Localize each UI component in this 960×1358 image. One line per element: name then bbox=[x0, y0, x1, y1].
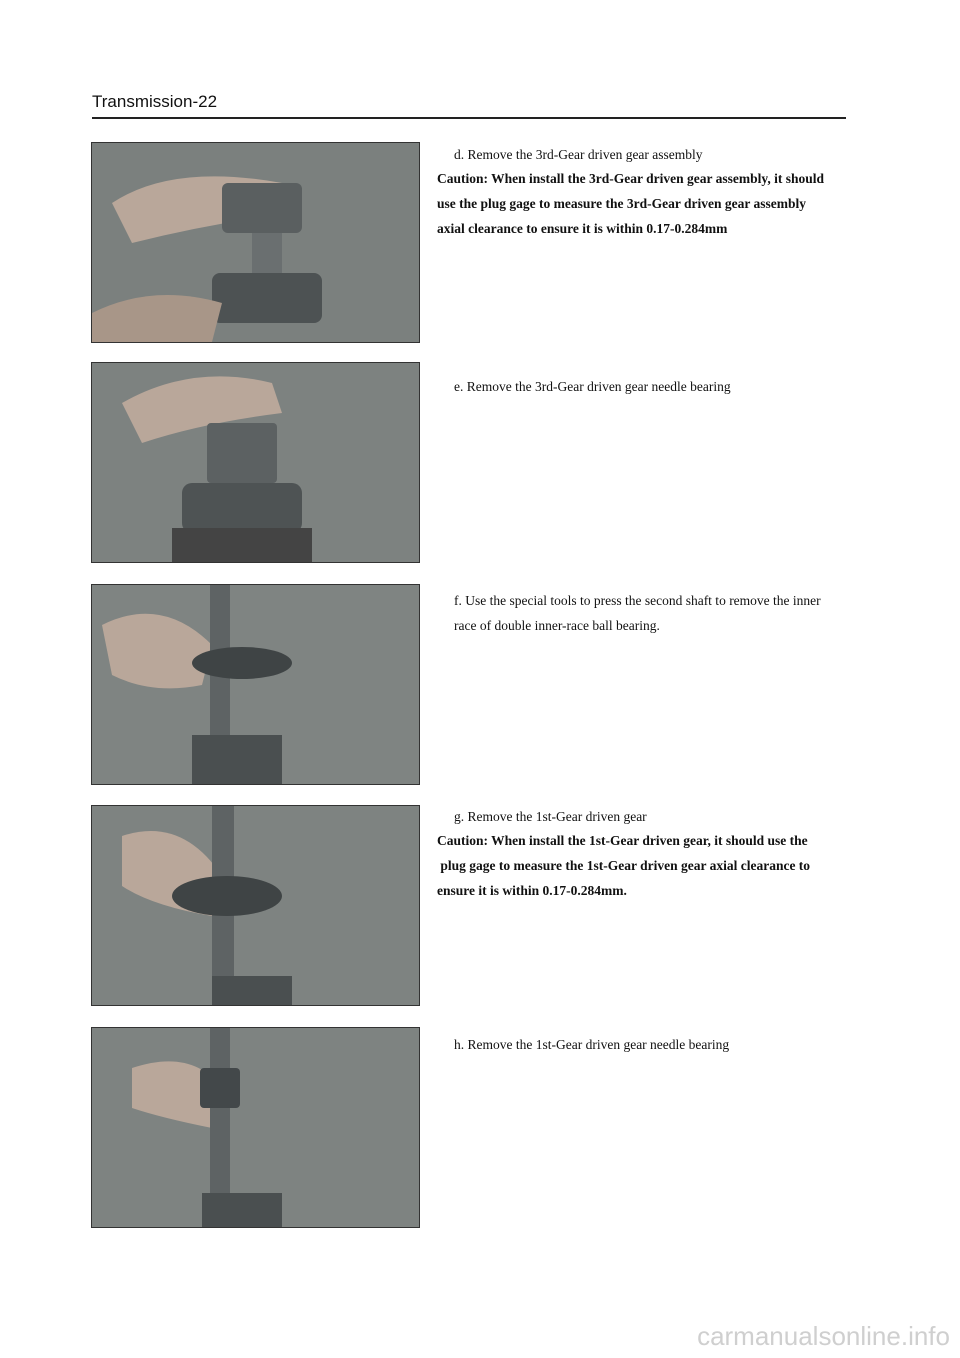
photo-3rd-gear-needle-bearing bbox=[91, 362, 420, 563]
page-header-title: Transmission-22 bbox=[92, 92, 218, 111]
caution-g-line-2: plug gage to measure the 1st-Gear driven gear axial clearance to bbox=[437, 858, 811, 873]
caution-g bbox=[437, 828, 849, 903]
step-h-text: h. Remove the 1st-Gear driven gear needle bearing bbox=[454, 1037, 730, 1052]
photo-illustration bbox=[92, 585, 419, 784]
photo-1st-gear-driven-gear bbox=[91, 805, 420, 1006]
photo-illustration bbox=[92, 806, 419, 1005]
caution-g-line-3: ensure it is within 0.17-0.284mm. bbox=[437, 883, 627, 898]
caution-d-line-3: axial clearance to ensure it is within 0.17-0.284mm bbox=[437, 221, 728, 236]
caution-d-line-1: Caution: When install the 3rd-Gear driven gear assembly, it should bbox=[437, 171, 825, 186]
photo-3rd-gear-assembly bbox=[91, 142, 420, 343]
step-f-line-2: race of double inner-race ball bearing. bbox=[454, 618, 660, 633]
watermark: carmanualsonline.info bbox=[697, 1321, 950, 1351]
step-e-text: e. Remove the 3rd-Gear driven gear needle bearing bbox=[454, 379, 731, 394]
step-g-text: g. Remove the 1st-Gear driven gear bbox=[454, 809, 647, 824]
header-rule bbox=[92, 117, 846, 119]
step-d-text: d. Remove the 3rd-Gear driven gear assembly bbox=[454, 147, 703, 162]
photo-illustration bbox=[92, 363, 419, 562]
caution-d-line-2: use the plug gage to measure the 3rd-Gear driven gear assembly bbox=[437, 196, 806, 211]
photo-1st-gear-needle-bearing bbox=[91, 1027, 420, 1228]
photo-illustration bbox=[92, 143, 419, 342]
photo-press-second-shaft bbox=[91, 584, 420, 785]
step-f-line-1: f. Use the special tools to press the second shaft to remove the inner bbox=[454, 593, 821, 608]
caution-g-line-1: Caution: When install the 1st-Gear driven gear, it should use the bbox=[437, 833, 808, 848]
step-f-text bbox=[454, 588, 854, 638]
caution-d bbox=[437, 166, 849, 241]
photo-illustration bbox=[92, 1028, 419, 1227]
